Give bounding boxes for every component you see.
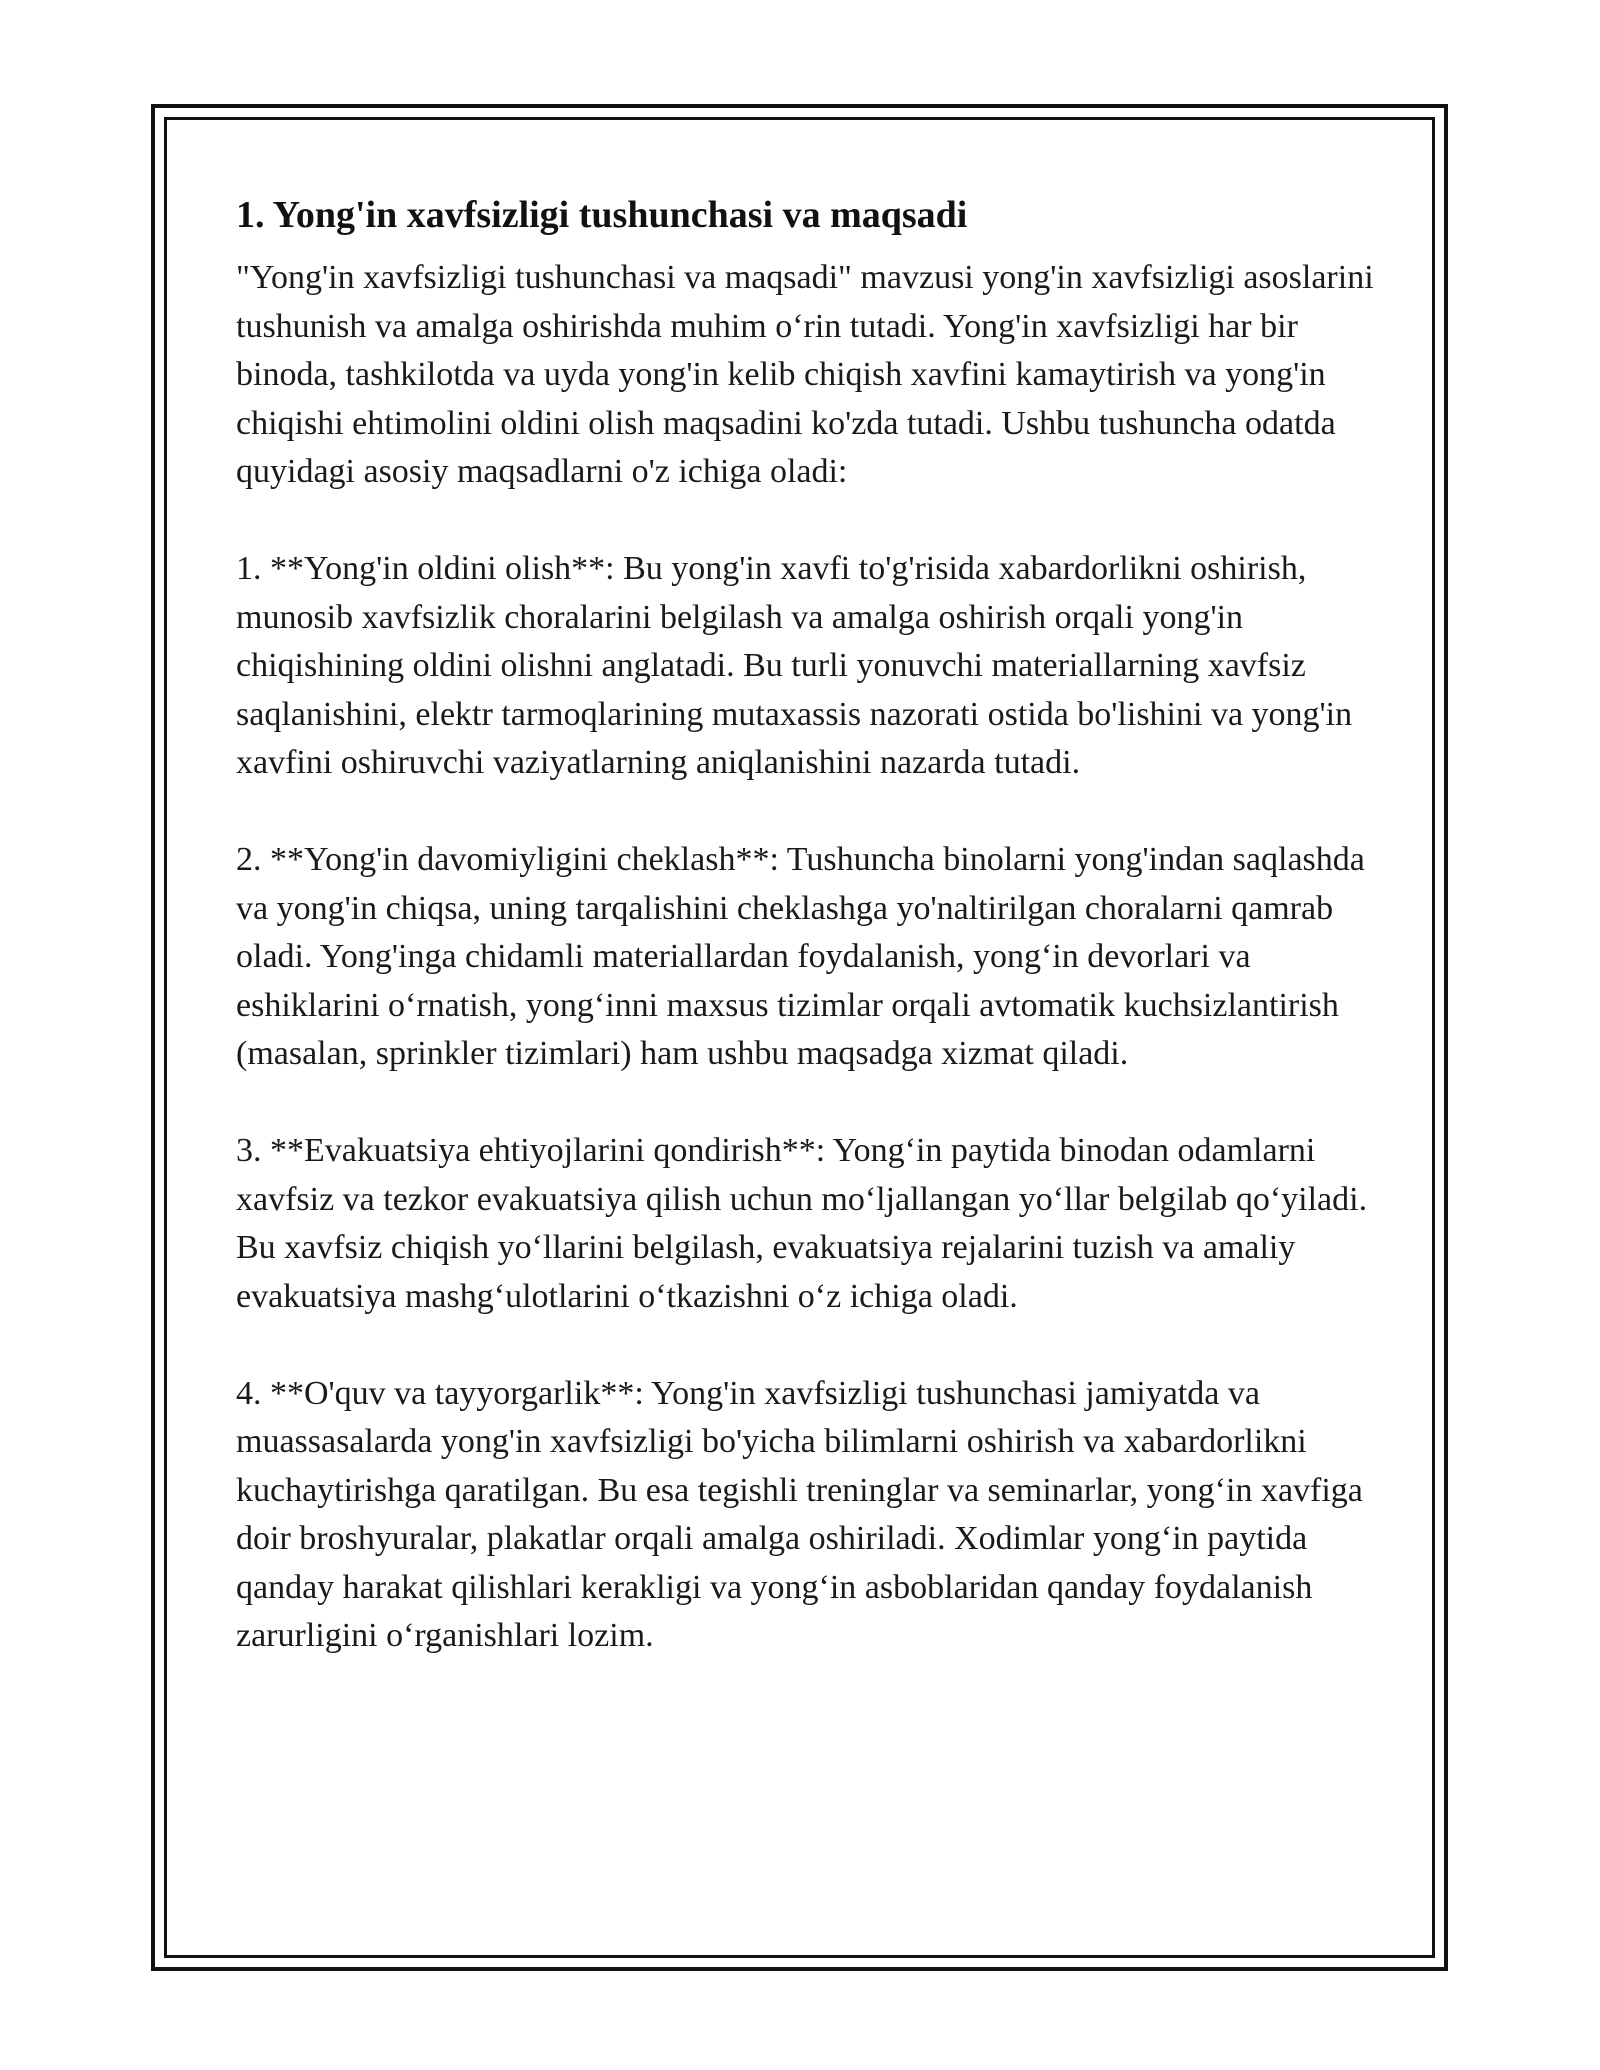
intro-paragraph: "Yong'in xavfsizligi tushunchasi va maqsadi" mavzusi yong'in xavfsizligi asoslarini tushunish va amalga oshirishda muhim o‘rin tutadi. Yong'in xavfsizligi har bir binoda, tashkilotda va uyda yong'in kelib chiqish xavfini kamaytirish va yong'in chiqishi ehtimolini oldini olish maqsadini ko'zda tutadi. Ushbu tushuncha odatda quyidagi asosiy maqsadlarni o'z ichiga oladi: (236, 259, 1374, 490)
section-title: 1. Yong'in xavfsizligi tushunchasi va maqsadi (236, 194, 968, 236)
document-body (236, 188, 1376, 1661)
list-item-spread-limitation: 2. **Yong'in davomiyligini cheklash**: Tushuncha binolarni yong'indan saqlashda va yong'in chiqsa, uning tarqalishini cheklashga yo'naltirilgan choralarni qamrab oladi. Yong'inga chidamli materiallardan foydalanish, yong‘in devorlari va eshiklarini o‘rnatish, yong‘inni maxsus tizimlar orqali avtomatik kuchsizlantirish (masalan, sprinkler tizimlari) ham ushbu maqsadga xizmat qiladi. (236, 841, 1365, 1072)
list-item-evacuation: 3. **Evakuatsiya ehtiyojlarini qondirish**: Yong‘in paytida binodan odamlarni xavfsiz va tezkor evakuatsiya qilish uchun mo‘ljallangan yo‘llar belgilab qo‘yiladi. Bu xavfsiz chiqish yo‘llarini belgilash, evakuatsiya rejalarini tuzish va amaliy evakuatsiya mashg‘ulotlarini o‘tkazishni o‘z ichiga oladi. (236, 1132, 1368, 1315)
list-item-training: 4. **O'quv va tayyorgarlik**: Yong'in xavfsizligi tushunchasi jamiyatda va muassasalarda yong'in xavfsizligi bo'yicha bilimlarni oshirish va xabardorlikni kuchaytirishga qaratilgan. Bu esa tegishli treninglar va seminarlar, yong‘in xavfiga doir broshyuralar, plakatlar orqali amalga oshiriladi. Xodimlar yong‘in paytida qanday harakat qilishlari kerakligi va yong‘in asboblaridan qanday foydalanish zarurligini o‘rganishlari lozim. (236, 1374, 1363, 1654)
list-item-prevention: 1. **Yong'in oldini olish**: Bu yong'in xavfi to'g'risida xabardorlikni oshirish, munosib xavfsizlik choralarini belgilash va amalga oshirish orqali yong'in chiqishining oldini olishni anglatadi. Bu turli yonuvchi materiallarning xavfsiz saqlanishini, elektr tarmoqlarining mutaxassis nazorati ostida bo'lishini va yong'in xavfini oshiruvchi vaziyatlarning aniqlanishini nazarda tutadi. (236, 550, 1353, 781)
